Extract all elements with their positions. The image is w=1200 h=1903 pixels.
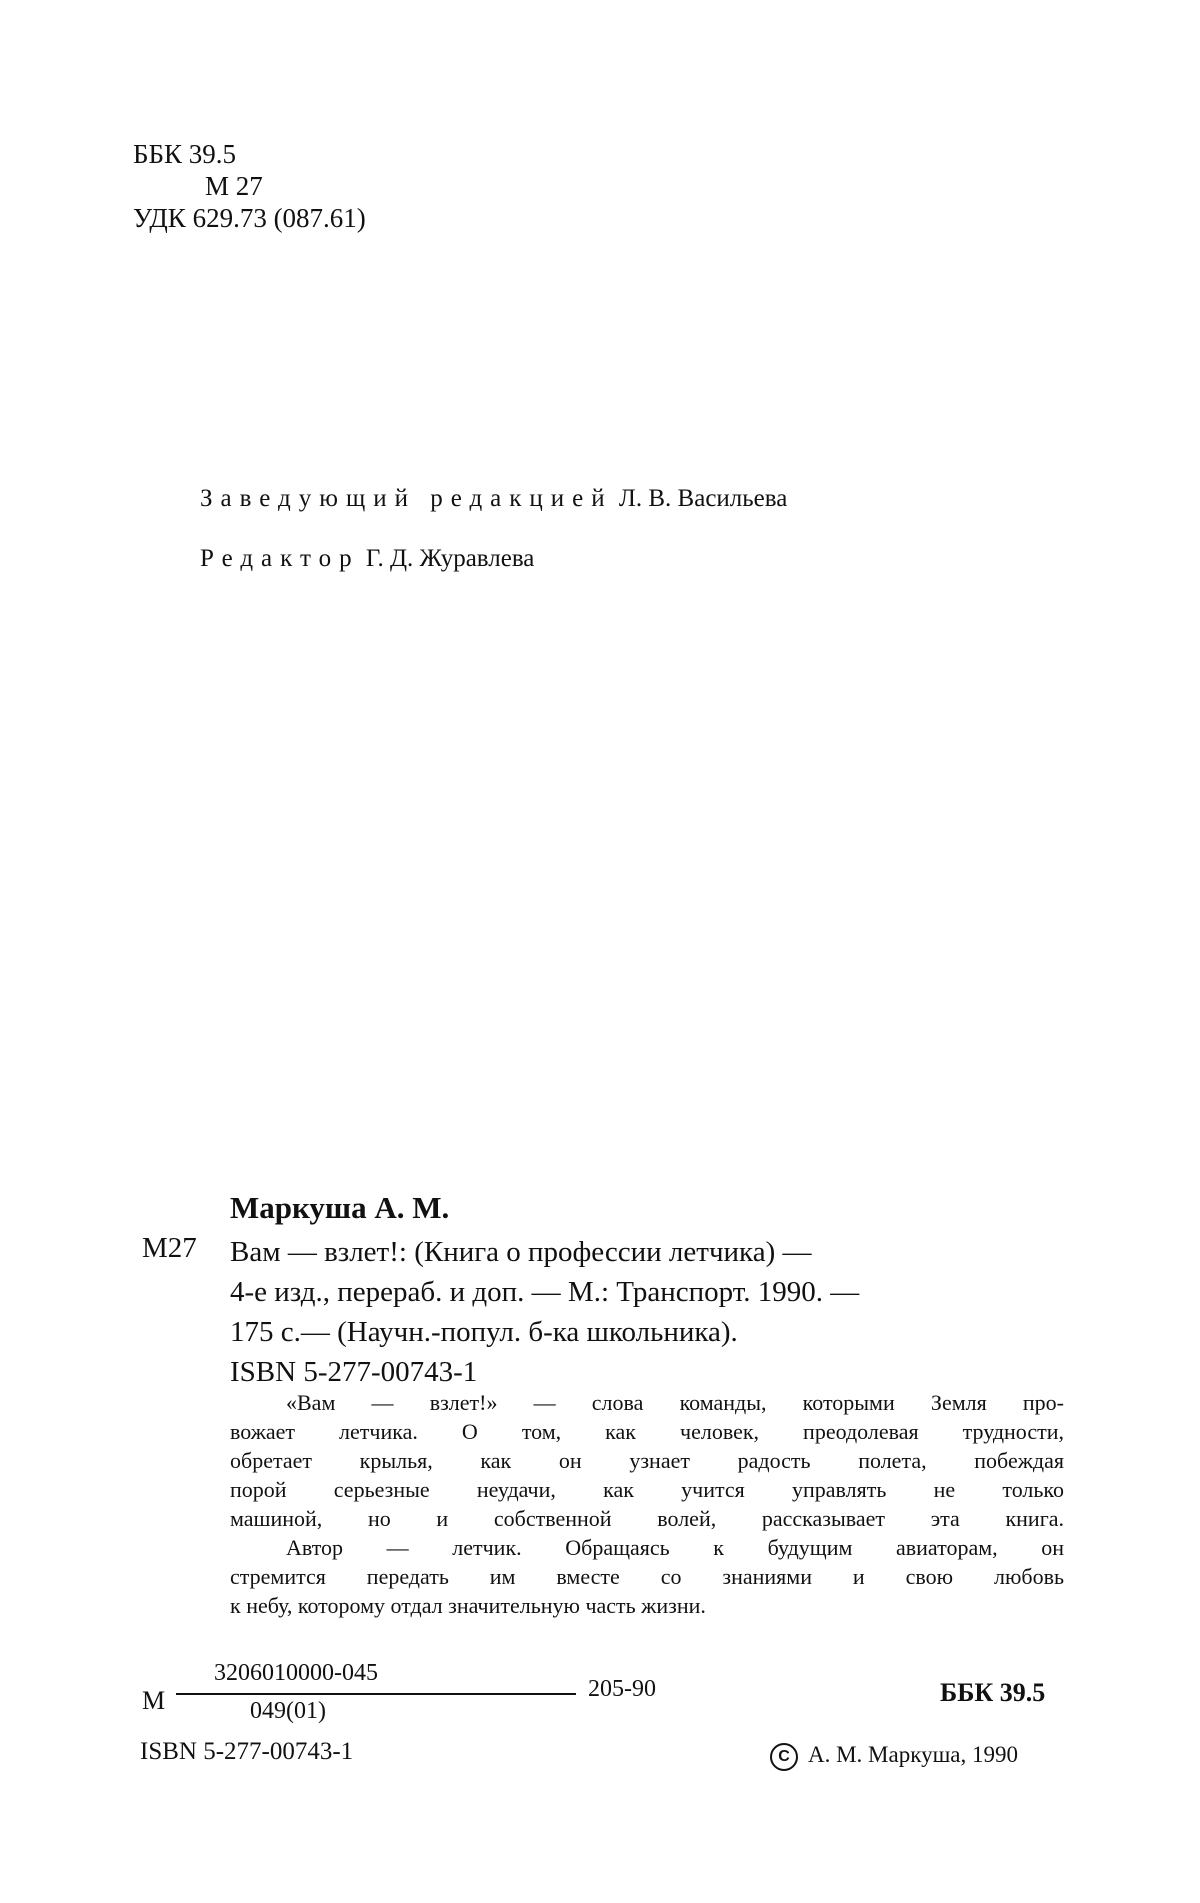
author-mark-code: М 27 xyxy=(205,171,263,201)
catalog-author: Маркуша А. М. xyxy=(230,1190,450,1225)
imprint-denominator: 049(01) xyxy=(250,1698,326,1724)
imprint-tail: 205-90 xyxy=(588,1676,656,1702)
staff-role: Редактор xyxy=(200,545,360,572)
imprint-numerator: 3206010000-045 xyxy=(214,1660,378,1686)
abstract-line: к небу, которому отдал значительную часть жизни. xyxy=(230,1593,706,1618)
abstract-line: машиной, но и собственной волей, рассказывает эта книга. xyxy=(230,1506,1064,1531)
catalog-abstract xyxy=(230,1388,1064,1620)
fraction-bar xyxy=(176,1693,576,1695)
abstract-paragraph xyxy=(230,1533,1064,1620)
imprint-isbn: ISBN 5-277-00743-1 xyxy=(140,1738,354,1765)
staff-name: Л. В. Васильева xyxy=(618,485,788,512)
abstract-line: вожает летчика. О том, как человек, преодолевая трудности, xyxy=(230,1419,1064,1444)
catalog-line: 175 с.— (Научн.-попул. б-ка школьника). xyxy=(230,1316,738,1348)
abstract-line: порой серьезные неудачи, как учится управлять не только xyxy=(230,1477,1064,1502)
copyright-line xyxy=(770,1742,1018,1771)
catalog-line: Вам — взлет!: (Книга о профессии летчика) — xyxy=(230,1236,812,1268)
staff-name: Г. Д. Журавлева xyxy=(365,545,535,572)
catalog-isbn: ISBN 5-277-00743-1 xyxy=(230,1356,478,1388)
catalog-mark: М27 xyxy=(142,1232,197,1264)
copyright-text: А. М. Маркуша, 1990 xyxy=(808,1742,1018,1767)
catalog-description xyxy=(230,1232,859,1392)
imprint-letter: М xyxy=(142,1686,166,1715)
staff-role: Заведующий редакцией xyxy=(200,485,613,512)
abstract-line: «Вам — взлет!» — слова команды, которыми Земля про- xyxy=(286,1390,1064,1415)
udk-code: УДК 629.73 (087.61) xyxy=(133,203,366,233)
staff-line-editor xyxy=(200,545,534,573)
bbk-code: ББК 39.5 xyxy=(133,139,237,169)
abstract-line: стремится передать им вместе со знаниями и свою любовь xyxy=(230,1564,1064,1589)
catalog-line: 4-е изд., перераб. и доп. — М.: Транспорт. 1990. — xyxy=(230,1276,860,1308)
classification-codes xyxy=(133,138,366,234)
imprint-bbk: ББК 39.5 xyxy=(940,1678,1046,1707)
abstract-line: Автор — летчик. Обращаясь к будущим авиаторам, он xyxy=(286,1535,1064,1560)
abstract-line: обретает крылья, как он узнает радость полета, побеждая xyxy=(230,1448,1064,1473)
imprint-fraction xyxy=(142,1660,702,1740)
staff-line-head-editor xyxy=(200,485,787,513)
copyright-icon: C xyxy=(770,1743,798,1771)
abstract-paragraph xyxy=(230,1388,1064,1533)
